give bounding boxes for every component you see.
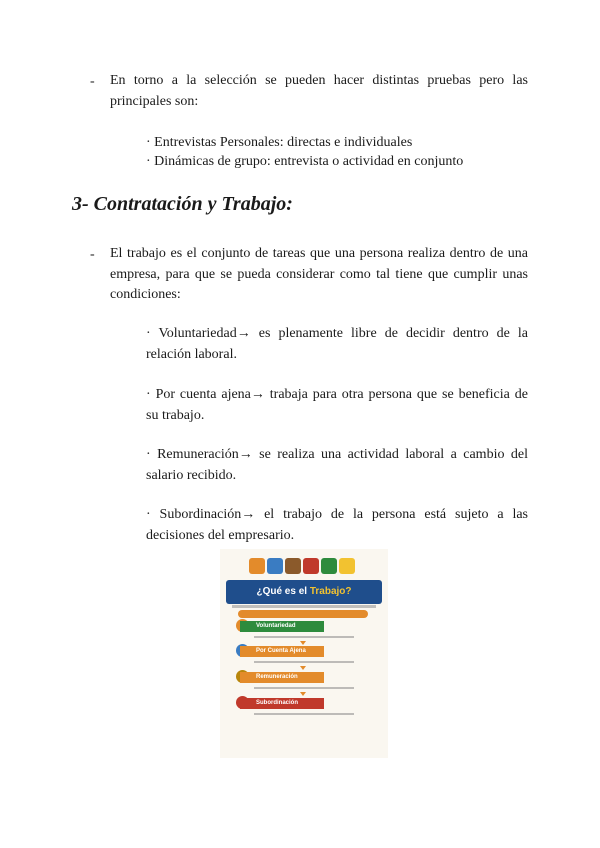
work-icons-row — [248, 555, 360, 579]
section-subordinacion: Subordinación — [240, 698, 324, 709]
sub-item-entrevistas: · Entrevistas Personales: directas e individuales — [146, 135, 413, 150]
banner-title-highlight: Trabajo — [309, 586, 346, 597]
trabajo-paragraph: El trabajo es el conjunto de tareas que una persona realiza dentro de una empresa, para que se pueda considerar como tal tiene que cumplir unas condiciones: — [110, 246, 528, 302]
section-heading: 3- Contratación y Trabajo: — [72, 193, 293, 215]
section-voluntariedad: Voluntariedad — [240, 621, 324, 632]
condition-remuneracion: · Remuneración→ se realiza una actividad laboral a cambio del salario recibido. — [146, 447, 528, 483]
arrow-down-icon — [300, 666, 306, 670]
selection-paragraph: En torno a la selección se pueden hacer distintas pruebas pero las principales son: — [110, 73, 528, 109]
document-icon — [267, 558, 283, 574]
trabajo-infographic — [220, 549, 388, 758]
condition-subordinacion: · Subordinación→ el trabajo de la persona está sujeto a las decisiones del empresario. — [146, 507, 528, 543]
section-remuneracion: Remuneración — [240, 672, 324, 683]
calendar-icon — [303, 558, 319, 574]
infographic-banner — [226, 580, 382, 604]
section-text-line — [254, 661, 354, 663]
list-bullet-dash: - — [90, 247, 95, 262]
section-text-line — [254, 713, 354, 715]
arrow-down-icon — [300, 692, 306, 696]
intro-text-line — [232, 605, 376, 608]
section-text-line — [254, 687, 354, 689]
arrow-down-icon — [300, 641, 306, 645]
list-bullet-dash: - — [90, 74, 95, 89]
clock-icon — [339, 558, 355, 574]
clipboard-icon — [321, 558, 337, 574]
sub-item-dinamicas: · Dinámicas de grupo: entrevista o actividad en conjunto — [146, 154, 464, 169]
condition-voluntariedad: · Voluntariedad→ es plenamente libre de decidir dentro de la relación laboral. — [146, 326, 528, 362]
briefcase-icon — [249, 558, 265, 574]
condition-cuenta-ajena: · Por cuenta ajena→ trabaja para otra persona que se beneficia de su trabajo. — [146, 387, 528, 423]
suitcase-icon — [285, 558, 301, 574]
section-por-cuenta-ajena: Por Cuenta Ajena — [240, 646, 324, 657]
intro-pill — [238, 610, 368, 618]
section-text-line — [254, 636, 354, 638]
banner-title-suffix: ? — [345, 586, 352, 597]
banner-title-prefix: ¿Qué es el — [256, 586, 310, 597]
